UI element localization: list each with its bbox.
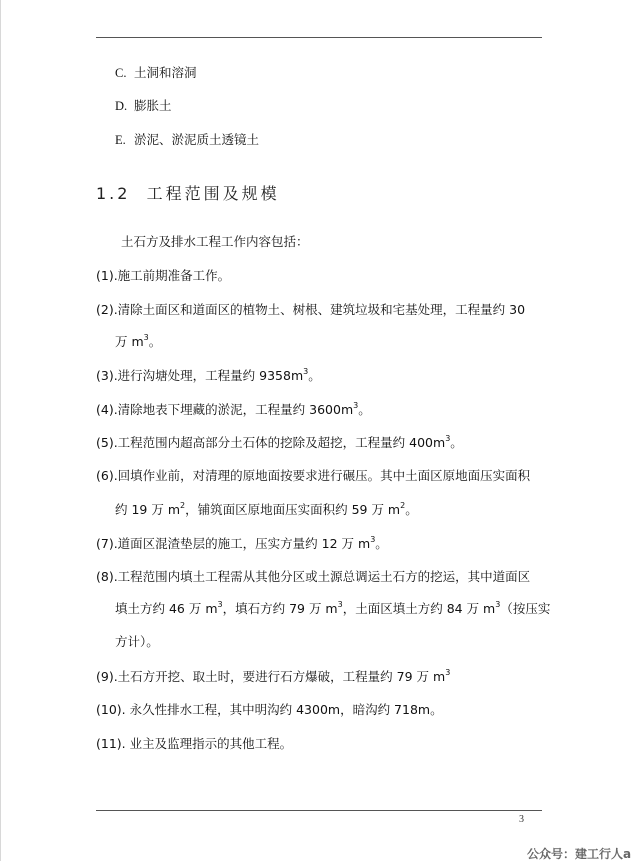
page-number: 3	[519, 814, 524, 825]
list-item-4: (4).清除地表下埋藏的淤泥，工程量约 $3600m^3$。	[96, 400, 371, 417]
list-item-2-line-1: (2).清除土面区和道面区的植物土、树根、建筑垃圾和宅基处理，工程量约 30	[96, 302, 526, 317]
list-item-8-line-3: 方计）。	[115, 634, 159, 649]
list-item-2-line-2: 万 $m^3$。	[115, 332, 162, 349]
list-item-8-line-2: 填土方约 46 万 $m^3$，填石方约 79 万 $m^3$，土面区填土方约 84 万 $m^3$（按压实	[115, 599, 551, 616]
list-item-5: (5).工程范围内超高部分土石体的挖除及超挖，工程量约 $400m^3$。	[96, 433, 463, 450]
list-item-6-line-1: (6).回填作业前，对清理的原地面按要求进行碾压。其中土面区原地面压实面积	[96, 468, 531, 483]
watermark: 公众号：建工行人a	[527, 847, 632, 861]
list-item-7: (7).道面区混渣垫层的施工，压实方量约 12 万 $m^3$。	[96, 534, 388, 551]
section-heading: 1.2 工程范围及规模	[96, 184, 280, 203]
option-c: C. 土洞和溶洞	[115, 65, 197, 80]
list-item-1: (1).施工前期准备工作。	[96, 268, 231, 283]
page-edge	[0, 0, 1, 861]
footer-rule	[96, 810, 542, 811]
list-item-10: (10). 永久性排水工程，其中明沟约 4300m，暗沟约 718m。	[96, 702, 443, 717]
intro-text: 土石方及排水工程工作内容包括：	[121, 234, 309, 249]
list-item-6-line-2: 约 19 万 $m^2$，铺筑面区原地面压实面积约 59 万 $m^2$。	[115, 500, 418, 517]
list-item-11: (11). 业主及监理指示的其他工程。	[96, 736, 293, 751]
list-item-3: (3).进行沟塘处理，工程量约 $9358m^3$。	[96, 366, 321, 383]
list-item-9: (9).土石方开挖、取土时，要进行石方爆破，工程量约 79 万 $m^3$	[96, 667, 451, 684]
option-d: D. 膨胀土	[115, 98, 172, 113]
header-rule	[96, 37, 542, 38]
list-item-8-line-1: (8).工程范围内填土工程需从其他分区或土源总调运土石方的挖运，其中道面区	[96, 569, 531, 584]
option-e: E. 淤泥、淤泥质土透镜土	[115, 132, 260, 147]
